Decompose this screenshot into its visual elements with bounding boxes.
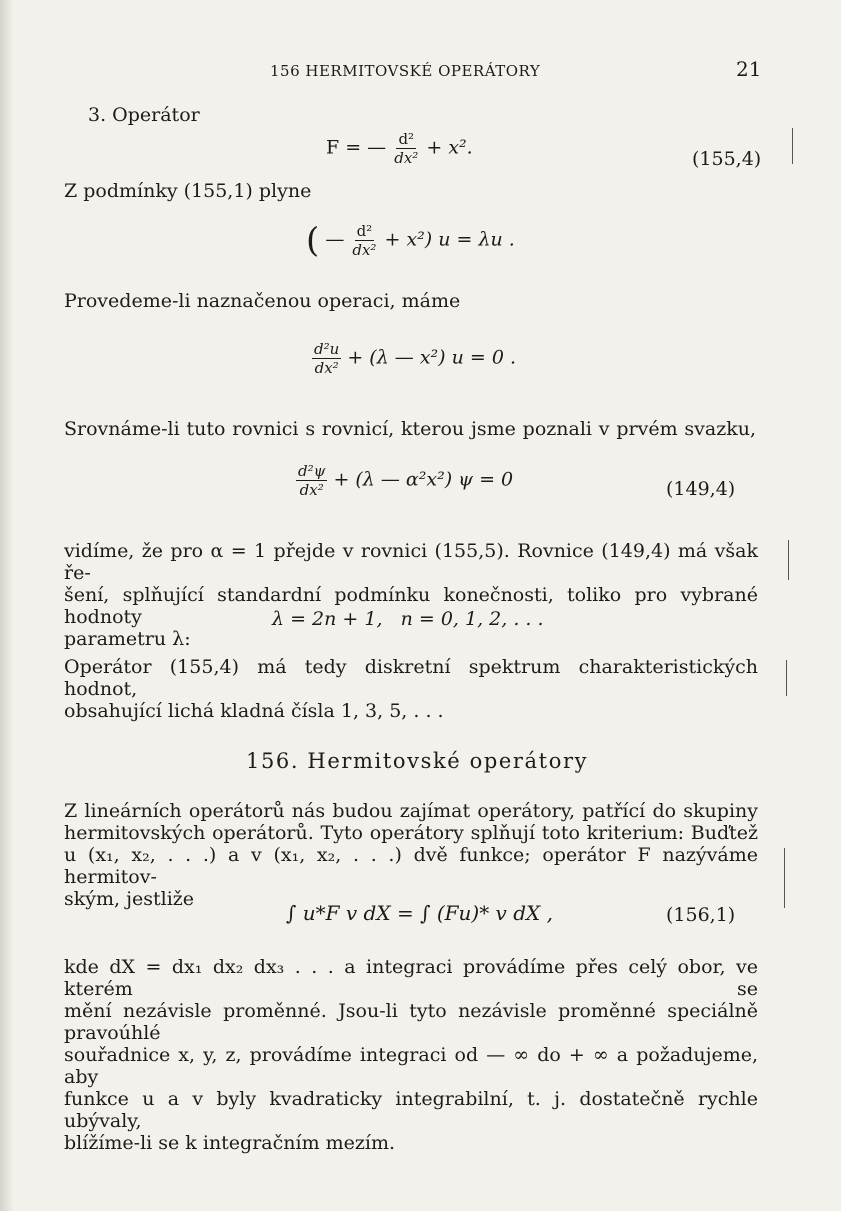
text-line: Z lineárních operátorů nás budou zajímat operátory, patřící do skupiny	[64, 800, 758, 822]
fraction-denominator: dx²	[352, 241, 377, 259]
paragraph	[64, 956, 758, 1154]
equation-condition: ( — $\frac{\text{d²}}{\text{dx²}}$ + x²) u = λu .	[306, 220, 515, 261]
equation-rest: u = λu .	[438, 228, 515, 251]
equation-rest: + (λ — α²x²) ψ = 0	[333, 468, 514, 491]
text-perform: Provedeme-li naznačenou operaci, máme	[64, 290, 461, 312]
fraction-numerator: d²u	[314, 340, 340, 358]
equation-label: (155,4)	[692, 148, 762, 170]
margin-mark	[792, 128, 793, 164]
page-binding-shadow	[0, 0, 14, 1211]
paragraph	[64, 540, 758, 650]
text-line: u (x₁, x₂, . . .) a v (x₁, x₂, . . .) dvě funkce; operátor F nazýváme hermitov-	[64, 844, 758, 888]
fraction-numerator: d²	[356, 222, 373, 240]
margin-mark	[786, 660, 787, 696]
fraction	[392, 130, 420, 167]
equation-149-4	[296, 462, 513, 499]
text-line: blížíme-li se k integračním mezím.	[64, 1132, 396, 1154]
equation-label: (156,1)	[666, 904, 736, 926]
running-head: 156 HERMITOVSKÉ OPERÁTORY	[270, 62, 541, 80]
fraction-numerator: d²ψ	[298, 462, 326, 480]
section-title: 156. Hermitovské operátory	[246, 749, 589, 773]
equation-156-1: ∫ u*F v dX = ∫ (Fu)* v dX ,	[286, 901, 553, 925]
equation-155-4	[326, 130, 473, 167]
text-compare: Srovnáme-li tuto rovnici s rovnicí, kterou jsme poznali v prvém svazku,	[64, 418, 756, 440]
text-line: funkce u a v byly kvadraticky integrabilní, t. j. dostatečně rychle ubývaly,	[64, 1088, 758, 1132]
text-line: vidíme, že pro α = 1 přejde v rovnici (155,5). Rovnice (149,4) má však ře-	[64, 540, 758, 584]
text-line: ským, jestliže	[64, 888, 195, 910]
text-condition: Z podmínky (155,1) plyne	[64, 180, 312, 202]
equation-mid: + x²)	[384, 228, 433, 251]
paragraph	[64, 656, 758, 722]
paragraph	[64, 800, 758, 910]
equation-lhs: F = —	[326, 136, 387, 159]
text-line: obsahující lichá kladná čísla 1, 3, 5, . . .	[64, 700, 444, 722]
equation-rest: + (λ — x²) u = 0 .	[347, 346, 517, 369]
text-line: parametru λ:	[64, 628, 191, 650]
margin-mark	[788, 540, 789, 580]
equation-result	[312, 340, 516, 377]
text-line: šení, splňující standardní podmínku konečnosti, toliko pro vybrané hodnoty	[64, 584, 758, 628]
equation-lambda: λ = 2n + 1, n = 0, 1, 2, . . .	[272, 608, 544, 630]
equation-label: (149,4)	[666, 478, 736, 500]
text-line: Operátor (155,4) má tedy diskretní spektrum charakteristických hodnot,	[64, 656, 758, 700]
fraction	[312, 340, 341, 377]
page-number: 21	[736, 57, 762, 81]
fraction-denominator: dx²	[314, 359, 339, 377]
equation-rest: + x².	[426, 136, 473, 159]
fraction	[296, 462, 327, 499]
fraction-numerator: d²	[398, 130, 415, 148]
text-line: kde dX = dx₁ dx₂ dx₃ . . . a integraci provádíme přes celý obor, ve kterém se	[64, 956, 758, 1000]
fraction	[350, 222, 378, 259]
margin-mark	[784, 848, 785, 908]
text-line: souřadnice x, y, z, provádíme integraci od — ∞ do + ∞ a požadujeme, aby	[64, 1044, 758, 1088]
item-heading: 3. Operátor	[88, 104, 200, 126]
text-line: mění nezávisle proměnné. Jsou-li tyto nezávisle proměnné speciálně pravoúhlé	[64, 1000, 758, 1044]
fraction-denominator: dx²	[299, 481, 324, 499]
fraction-denominator: dx²	[394, 149, 419, 167]
text-line: hermitovských operátorů. Tyto operátory splňují toto kriterium: Buďtež	[64, 822, 758, 844]
